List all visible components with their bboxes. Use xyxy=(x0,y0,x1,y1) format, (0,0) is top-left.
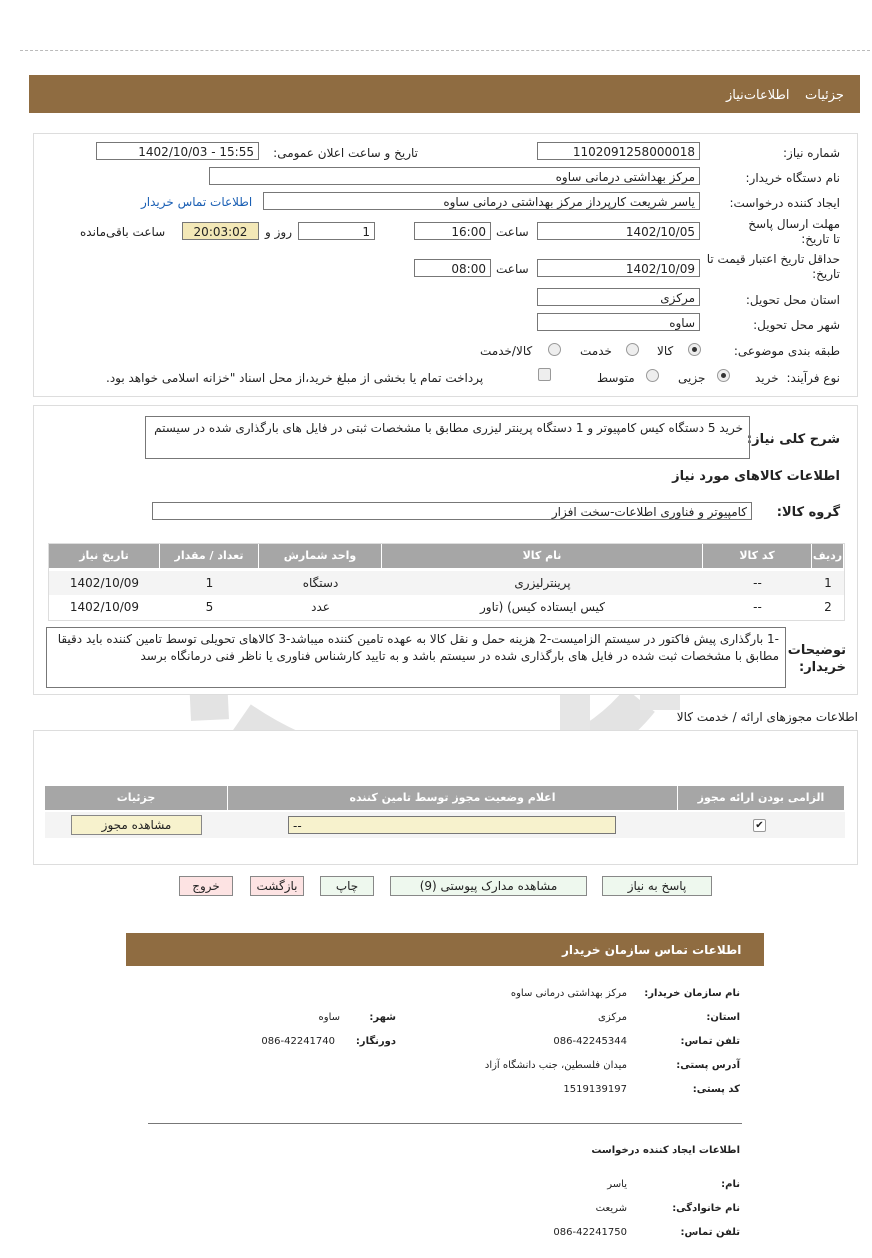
remaining-time-field: 20:03:02 xyxy=(182,222,259,240)
contact-city-label: شهر: xyxy=(369,1012,396,1023)
remaining-label: ساعت باقی‌مانده xyxy=(80,225,166,239)
view-permit-button[interactable]: مشاهده مجوز xyxy=(71,815,202,835)
tab-need-info[interactable]: اطلاعات‌نیاز xyxy=(726,88,790,103)
process-small-radio[interactable] xyxy=(717,369,730,382)
category-both-label: کالا/خدمت xyxy=(480,344,533,358)
cell-date: 1402/10/09 xyxy=(69,576,140,590)
creator-phone-label: تلفن تماس: xyxy=(680,1227,740,1238)
payment-note: پرداخت تمام یا بخشی از مبلغ خرید،از محل اسناد "خزانه اسلامی خواهد بود. xyxy=(106,371,484,385)
payment-checkbox[interactable] xyxy=(538,368,551,381)
category-service-radio[interactable] xyxy=(626,343,639,356)
creator-label: ایجاد کننده درخواست: xyxy=(729,196,840,210)
need-number-label: شماره نیاز: xyxy=(783,146,840,160)
validity-time-field: 08:00 xyxy=(414,259,491,277)
attachments-button[interactable]: مشاهده مدارک پیوستی (9) xyxy=(390,876,587,896)
fax-value: 086-42241740 xyxy=(261,1036,335,1047)
contact-divider xyxy=(148,1123,742,1124)
exit-button[interactable]: خروج xyxy=(179,876,233,896)
province-field: مرکزی xyxy=(537,288,700,306)
validity-time-label: ساعت xyxy=(496,262,529,276)
postal-label: کد پستی: xyxy=(692,1084,740,1095)
creator-family-value: شریعت xyxy=(595,1203,627,1214)
reply-button[interactable]: پاسخ به نیاز xyxy=(602,876,712,896)
goods-table xyxy=(48,543,845,621)
buyer-field: مرکز بهداشتی درمانی ساوه xyxy=(209,167,700,185)
permit-status-header: اعلام وضعیت مجوز توسط تامین کننده xyxy=(228,786,678,810)
summary-text: خرید 5 دستگاه کیس کامپیوتر و 1 دستگاه پرینتر لیزری مطابق با مشخصات ثبتی در فایل های بارگذاری شده در سیستم xyxy=(145,416,750,459)
col-qty-header: تعداد / مقدار xyxy=(160,544,259,568)
cell-date: 1402/10/09 xyxy=(69,600,140,614)
col-unit-header: واحد شمارش xyxy=(259,544,382,568)
cell-unit: دستگاه xyxy=(302,576,339,590)
process-medium-radio[interactable] xyxy=(646,369,659,382)
buyer-label: نام دستگاه خریدار: xyxy=(745,171,840,185)
creator-name-label: نام: xyxy=(721,1179,740,1190)
cell-row: 1 xyxy=(824,576,832,590)
province-label: استان محل تحویل: xyxy=(745,293,840,307)
postal-value: 1519139197 xyxy=(563,1084,627,1095)
category-both-radio[interactable] xyxy=(548,343,561,356)
back-button[interactable]: بازگشت xyxy=(250,876,304,896)
creator-section-title: اطلاعات ایجاد کننده درخواست xyxy=(591,1145,740,1156)
summary-label: شرح کلی نیاز: xyxy=(746,432,840,447)
tab-details[interactable]: جزئیات xyxy=(805,88,844,103)
category-label: طبقه بندی موضوعی: xyxy=(733,344,840,358)
cell-name: کیس ایستاده کیس) (تاور xyxy=(480,600,605,614)
process-buy-label: خرید xyxy=(755,371,779,385)
city-field: ساوه xyxy=(537,313,700,331)
goods-info-title: اطلاعات کالاهای مورد نیاز xyxy=(672,469,840,484)
days-label: روز و xyxy=(265,225,292,239)
permit-details-header: جزئیات xyxy=(45,786,228,810)
contact-info-link[interactable]: اطلاعات تماس خریدار xyxy=(141,195,253,209)
validity-label: حداقل تاریخ اعتبار قیمت تا تاریخ: xyxy=(706,252,840,281)
creator-phone-value: 086-42241750 xyxy=(553,1227,627,1238)
deadline-time-label: ساعت xyxy=(496,225,529,239)
buyer-notes-label: توضیحات خریدار: xyxy=(787,643,846,675)
cell-name: پرینترلیزری xyxy=(514,576,571,590)
col-name-header: نام کالا xyxy=(382,544,703,568)
permits-title: اطلاعات مجوزهای ارائه / خدمت کالا xyxy=(676,710,858,724)
cell-row: 2 xyxy=(824,600,832,614)
contact-city-value: ساوه xyxy=(318,1012,340,1023)
cell-qty: 5 xyxy=(205,600,214,614)
deadline-label: مهلت ارسال پاسخ تا تاریخ: xyxy=(748,217,840,246)
days-field: 1 xyxy=(298,222,375,240)
cell-code: -- xyxy=(753,576,762,590)
deadline-date-field: 1402/10/05 xyxy=(537,222,700,240)
table-row xyxy=(49,571,844,595)
phone-label: تلفن تماس: xyxy=(680,1036,740,1047)
creator-family-label: نام خانوادگی: xyxy=(672,1203,740,1214)
col-code-header: کد کالا xyxy=(703,544,812,568)
cell-qty: 1 xyxy=(205,576,214,590)
cell-code: -- xyxy=(753,600,762,614)
process-small-label: جزیی xyxy=(678,371,706,385)
contact-header-title: اطلاعات تماس سازمان خریدار xyxy=(562,943,742,957)
group-field: کامپیوتر و فناوری اطلاعات-سخت افزار xyxy=(152,502,752,520)
category-service-label: خدمت xyxy=(580,344,612,358)
top-divider xyxy=(20,50,870,51)
group-label: گروه کالا: xyxy=(776,505,840,520)
col-row-header: ردیف xyxy=(812,544,844,568)
creator-field: یاسر شریعت کارپرداز مرکز بهداشتی درمانی ساوه xyxy=(263,192,700,210)
permits-table xyxy=(45,786,845,838)
fax-label: دورنگار: xyxy=(355,1036,396,1047)
process-medium-label: متوسط xyxy=(597,371,635,385)
contact-province-label: استان: xyxy=(706,1012,740,1023)
buyer-notes-text: -1 بارگذاری پیش فاکتور در سیستم الزامیست-2 هزینه حمل و نقل کالا به عهده تامین کننده میباشد-3 کالاهای تحویلی توسط تامین کننده باید دقیقا مطابق با مشخصات ثبت شده در فایل های بارگذاری شده در سیستم باشد و به تایید کارشناس فناوری یا ناظر فنی درمانگاه برسد xyxy=(46,627,786,688)
creator-name-value: یاسر xyxy=(607,1179,627,1190)
announce-label: تاریخ و ساعت اعلان عمومی: xyxy=(273,146,418,160)
category-goods-label: کالا xyxy=(657,344,674,358)
org-label: نام سازمان خریدار: xyxy=(644,988,740,999)
phone-value: 086-42245344 xyxy=(553,1036,627,1047)
process-label: نوع فرآیند: xyxy=(786,371,840,385)
print-button[interactable]: چاپ xyxy=(320,876,374,896)
permit-required-checkbox[interactable]: ✔ xyxy=(753,819,766,832)
col-date-header: تاریخ نیاز xyxy=(49,544,160,568)
address-value: میدان فلسطین، جنب دانشگاه آزاد xyxy=(484,1060,627,1071)
city-label: شهر محل تحویل: xyxy=(753,318,840,332)
permit-required-header: الزامی بودن ارائه مجوز xyxy=(678,786,845,810)
contact-province-value: مرکزی xyxy=(598,1012,627,1023)
address-label: آدرس پستی: xyxy=(676,1060,740,1071)
announce-field: 1402/10/03 - 15:55 xyxy=(96,142,259,160)
category-goods-radio[interactable] xyxy=(688,343,701,356)
need-number-field: 1102091258000018 xyxy=(537,142,700,160)
deadline-time-field: 16:00 xyxy=(414,222,491,240)
org-value: مرکز بهداشتی درمانی ساوه xyxy=(510,988,627,999)
cell-unit: عدد xyxy=(311,600,330,614)
table-row xyxy=(49,595,844,619)
permit-status-field: -- xyxy=(288,816,616,834)
validity-date-field: 1402/10/09 xyxy=(537,259,700,277)
